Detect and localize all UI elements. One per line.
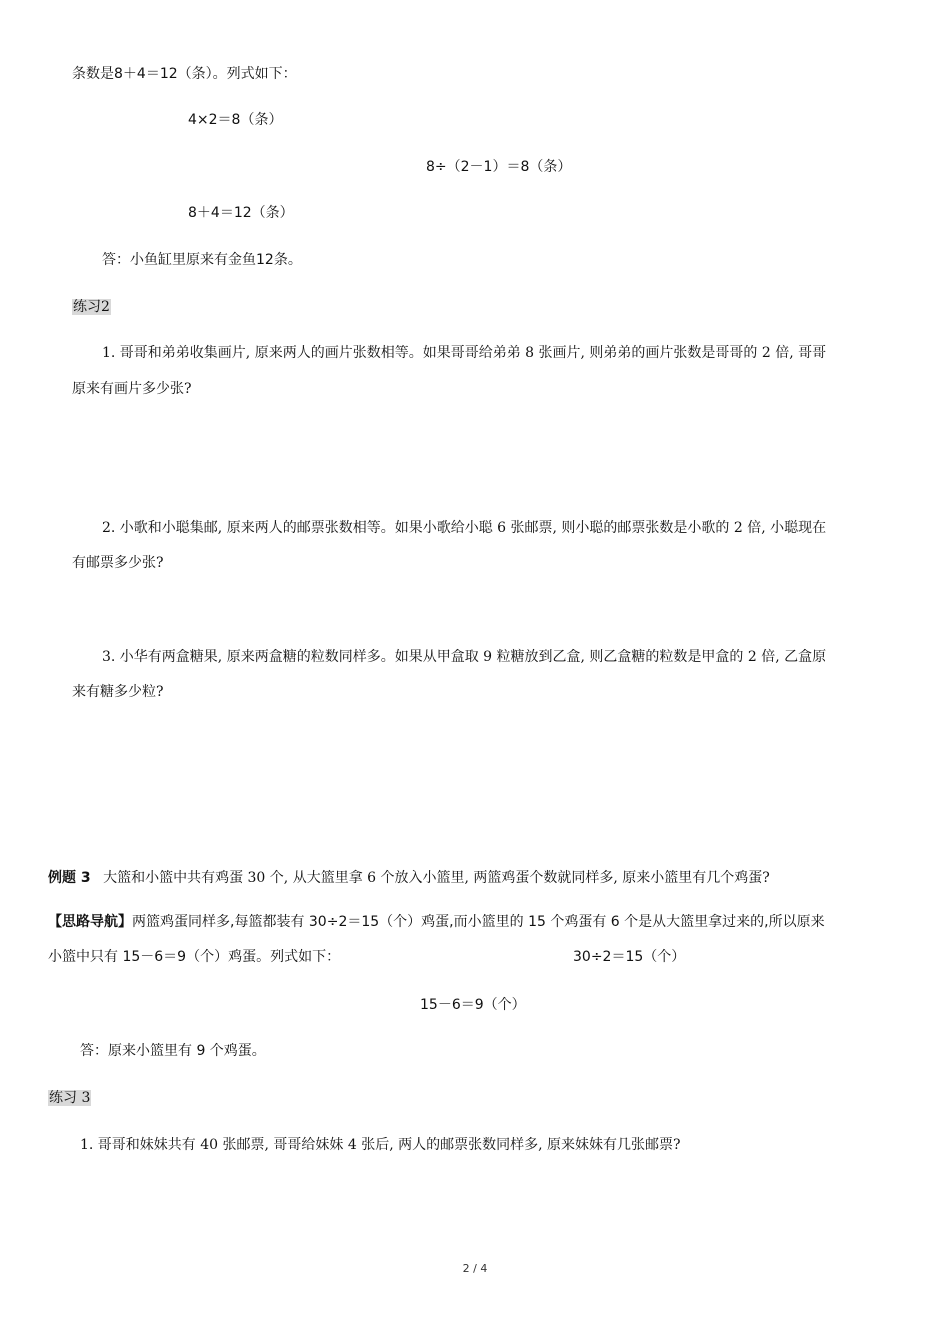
question-line: 1. 哥哥和妹妹共有 40 张邮票, 哥哥给妹妹 4 张后, 两人的邮票张数同样多, 原来妹妹有几张邮票? <box>80 1137 681 1153</box>
equation: 8÷（2－1）＝8（条） <box>426 159 572 175</box>
answer-line: 答：小鱼缸里原来有金鱼12条。 <box>102 252 302 268</box>
question-line: 2. 小歌和小聪集邮, 原来两人的邮票张数相等。如果小歌给小聪 6 张邮票, 则小聪的邮票张数是小歌的 2 倍, 小聪现在 <box>102 520 827 536</box>
answer-line: 答：原来小篮里有 9 个鸡蛋。 <box>80 1043 266 1059</box>
equation: 15－6＝9（个） <box>420 997 526 1013</box>
question-line: 3. 小华有两盒糖果, 原来两盒糖的粒数同样多。如果从甲盒取 9 粒糖放到乙盒, 则乙盒糖的粒数是甲盒的 2 倍, 乙盒原 <box>102 649 827 665</box>
hint-text: 两篮鸡蛋同样多,每篮都装有 30÷2＝15（个）鸡蛋,而小篮里的 15 个鸡蛋有 6 个是从大篮里拿过来的,所以原来 <box>132 914 825 930</box>
example-question <box>48 868 770 888</box>
question-line: 有邮票多少张? <box>72 555 164 571</box>
practice-title <box>48 1088 91 1108</box>
practice-title-text: 练习 3 <box>49 1090 91 1106</box>
question-line: 原来有画片多少张? <box>72 381 192 397</box>
practice-title <box>72 297 111 317</box>
hint-label: 【思路导航】 <box>48 914 132 930</box>
example-label: 例题 3 <box>48 870 91 886</box>
equation: 8＋4＝12（条） <box>188 205 294 221</box>
hint-line <box>48 912 825 932</box>
practice-title-text: 练习2 <box>73 299 110 315</box>
equation: 30÷2＝15（个） <box>573 949 686 965</box>
hint-line: 小篮中只有 15－6＝9（个）鸡蛋。列式如下： <box>48 949 341 965</box>
page-number: 2 / 4 <box>462 1262 488 1275</box>
question-line: 1. 哥哥和弟弟收集画片, 原来两人的画片张数相等。如果哥哥给弟弟 8 张画片, 则弟弟的画片张数是哥哥的 2 倍, 哥哥 <box>102 345 827 361</box>
text-line: 条数是8＋4＝12（条）。列式如下： <box>72 66 297 82</box>
example-question-text: 大篮和小篮中共有鸡蛋 30 个, 从大篮里拿 6 个放入小篮里, 两篮鸡蛋个数就同样多, 原来小篮里有几个鸡蛋? <box>103 870 770 886</box>
equation: 4×2＝8（条） <box>188 112 283 128</box>
question-line: 来有糖多少粒? <box>72 684 164 700</box>
